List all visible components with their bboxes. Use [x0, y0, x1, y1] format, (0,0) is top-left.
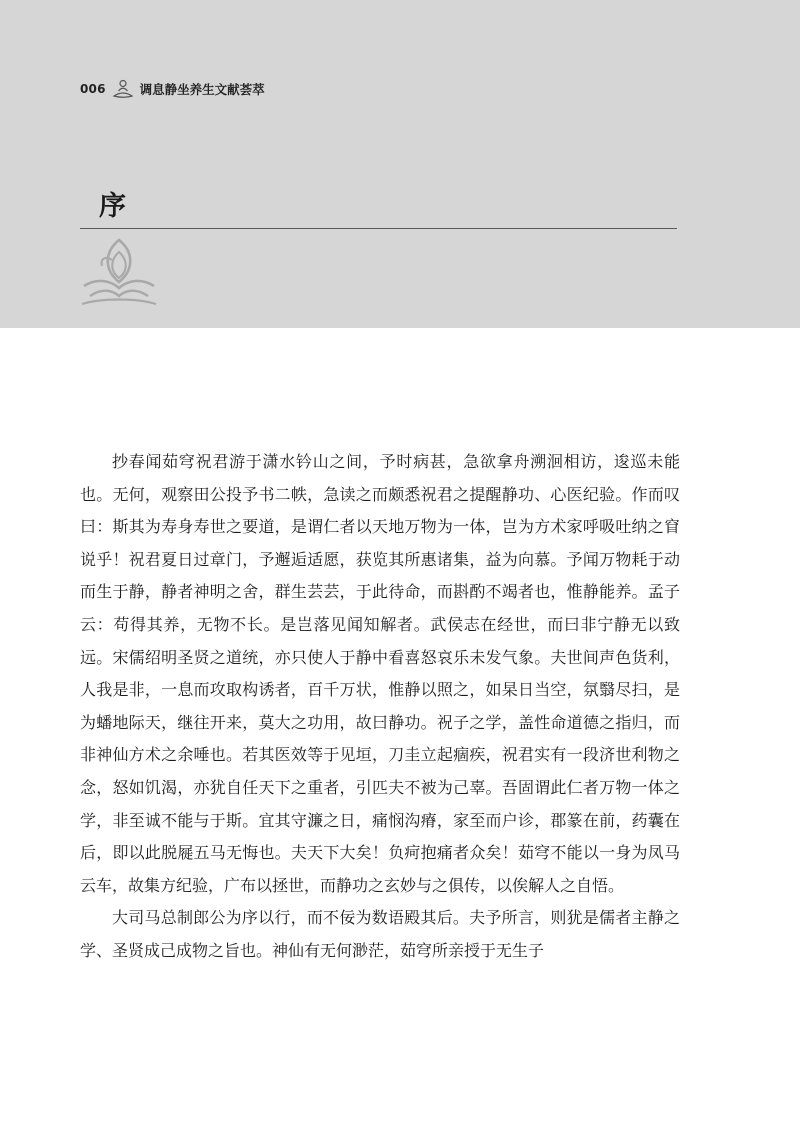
paragraph: 抄春闻茹穹祝君游于潇水钤山之间，予时病甚，急欲拿舟溯洄相访，逡巡未能也。无何，观察田公投予书二帙，急读之而颇悉祝君之提醒静功、心医纪验。作而叹曰：斯其为寿身寿世之要道，是谓仁者以天地万物为一体，岂为方术家呼吸吐纳之窅说乎！祝君夏日过章门，予邂逅适愿，获览其所惠诸集，益为向慕。予闻万物耗于动而生于静，静者神明之舍，群生芸芸，于此待命，而斟酌不竭者也，惟静能养。孟子云：苟得其养，无物不长。是岂落见闻知解者。武侯志在经世，而曰非宁静无以致远。宋儒绍明圣贤之道统，亦只使人于静中看喜怒哀乐未发气象。夫世间声色货利，人我是非，一息而攻取构诱者，百千万状，惟静以照之，如杲日当空，氛翳尽扫，是为蟠地际天，继往开来，莫大之功用，故曰静功。祝子之学，盖性命道德之指归，而非神仙方术之余唾也。若其医效等于见垣，刀圭立起痼疾，祝君实有一段济世利物之念，怒如饥渴，亦犹自任天下之重者，引匹夫不被为己辜。吾固谓此仁者万物一体之学，非至诚不能与于斯。宜其守濂之日，痛悯沟瘠，家至而户诊，郡篆在前，药囊在后，即以此脱屣五马无悔也。夫天下大矣！负疴抱痛者众矣！茹穹不能以一身为凤马云车，故集方纪验，广布以拯世，而静功之玄妙与之俱传，以俟解人之自悟。: [80, 452, 680, 895]
lotus-flame-icon: [80, 238, 158, 308]
meditating-figure-icon: [112, 79, 134, 99]
paragraph: 大司马总制郎公为序以行，而不佞为数语殿其后。夫予所言，则犹是儒者主静之学、圣贤成己成物之旨也。神仙有无何渺茫，茹穹所亲授于无生子: [80, 908, 680, 960]
title-rule: [80, 228, 677, 229]
page-number: 006: [80, 82, 106, 96]
section-title: 序: [99, 191, 126, 222]
running-head: [80, 78, 265, 100]
book-title: 调息静坐养生文献荟萃: [139, 82, 265, 97]
body-text: [80, 446, 680, 968]
